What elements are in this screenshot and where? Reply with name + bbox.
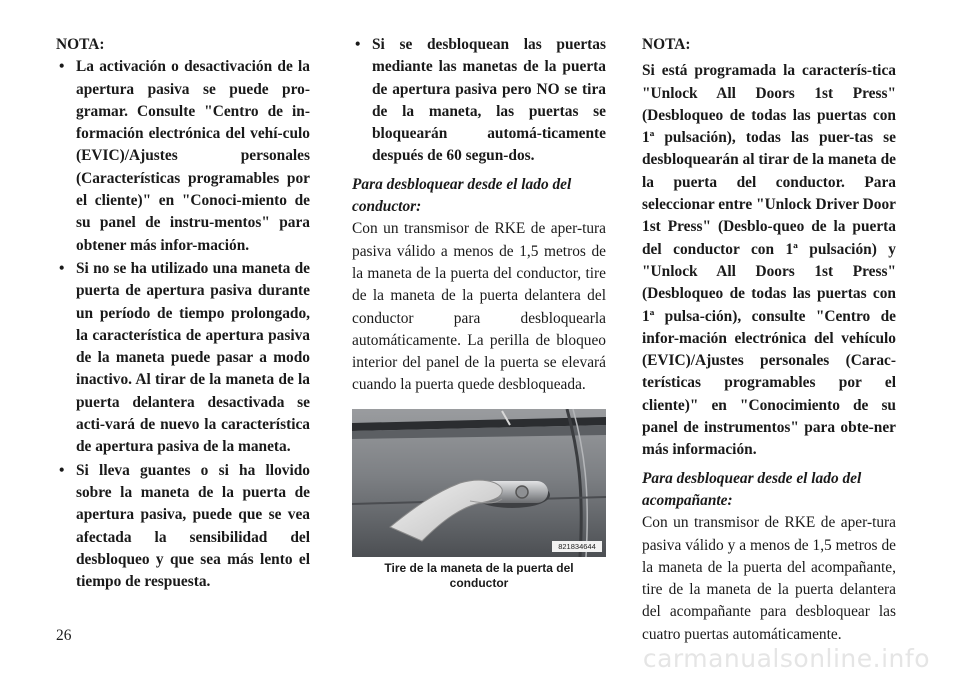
watermark: carmanualsonline.info [642, 644, 930, 673]
bullet-item [56, 56, 310, 257]
bullet-text: Si lleva guantes o si ha llovido sobre la maneta de la puerta de apertura pasiva, puede que se vea afectada la sensibilidad del desbloqueo y que sea más lento el tiempo de respuesta. [76, 461, 310, 591]
bullet-item [56, 258, 310, 459]
note-heading: NOTA: [56, 36, 105, 53]
driver-side-heading: Para desbloquear desde el lado del conductor: [352, 175, 572, 216]
column-left [56, 34, 310, 594]
door-handle-photo [352, 409, 606, 557]
figure-caption: Tire de la maneta de la puerta del conductor [384, 560, 574, 590]
column-right [642, 34, 896, 646]
column-middle [352, 34, 606, 591]
bullet-dot-icon: • [59, 461, 65, 479]
passenger-side-heading: Para desbloquear desde el lado del acompañante: [642, 469, 862, 509]
note-bullet-list [56, 56, 310, 593]
bullet-item [352, 34, 606, 168]
bullet-text: Si se desbloquean las puertas mediante las manetas de la puerta de apertura pasiva pero NO se tira de la maneta, las puertas se bloquearán automá-ticamente después de 60 segun-dos. [372, 36, 606, 165]
note-body: Si está programada la caracterís-tica "Unlock All Doors 1st Press" (Desbloqueo de todas las puertas con 1ª pulsación), todas las puer-tas se desbloquearán al tirar de la maneta de la puerta del conductor. Para seleccionar entre "Unlock Driver Door 1st Press" (Desblo-queo de la puerta del conductor con 1ª pulsación) y "Unlock All Doors 1st Press" (Desbloqueo de todas las puertas con 1ª pulsa-ción), consulte "Centro de infor-mación electrónica del vehículo (EVIC)/Ajustes personales (Carac-terísticas programables por el cliente)" en "Conocimiento de su panel de instrumentos" para obte-ner más información. [642, 62, 896, 459]
figure-code: 821834644 [558, 541, 596, 551]
bullet-dot-icon: • [59, 259, 65, 277]
bullet-text: Si no se ha utilizado una maneta de puerta de apertura pasiva durante un período de tiempo prolongado, la característica de apertura pasiva de la maneta puede pasar a modo inactivo. Al tirar de la maneta de la puerta delantera desactivada se acti-vará de nuevo la característica de apertura pasiva de la maneta. [76, 259, 310, 456]
bullet-dot-icon: • [355, 36, 361, 53]
continued-bullet-list [352, 34, 606, 168]
page-number: 26 [56, 627, 72, 644]
passenger-side-body: Con un transmisor de RKE de aper-tura pasiva válido y a menos de 1,5 metros de la maneta de la puerta del acompañante, tire de la maneta de la puerta delantera del acompañante para desbloquear las cuatro puertas automáticamente. [642, 514, 896, 643]
door-handle-illustration [352, 409, 606, 557]
note-heading: NOTA: [642, 36, 691, 53]
bullet-item [56, 460, 310, 594]
driver-side-body: Con un transmisor de RKE de aper-tura pasiva válido a menos de 1,5 metros de la maneta de la puerta del conductor, tire de la maneta de la puerta delantera del conductor para desbloquearla automáticamente. La perilla de bloqueo interior del panel de la puerta se elevará cuando la puerta quede desbloqueada. [352, 220, 606, 394]
bullet-dot-icon: • [59, 58, 65, 76]
bullet-text: La activación o desactivación de la apertura pasiva se puede pro-gramar. Consulte "Centro de in-formación electrónica del vehí-culo (EVIC)/Ajustes personales (Características programables por el cliente)" en "Conoci-miento de su panel de instru-mentos" para obtener más infor-mación. [76, 58, 310, 254]
